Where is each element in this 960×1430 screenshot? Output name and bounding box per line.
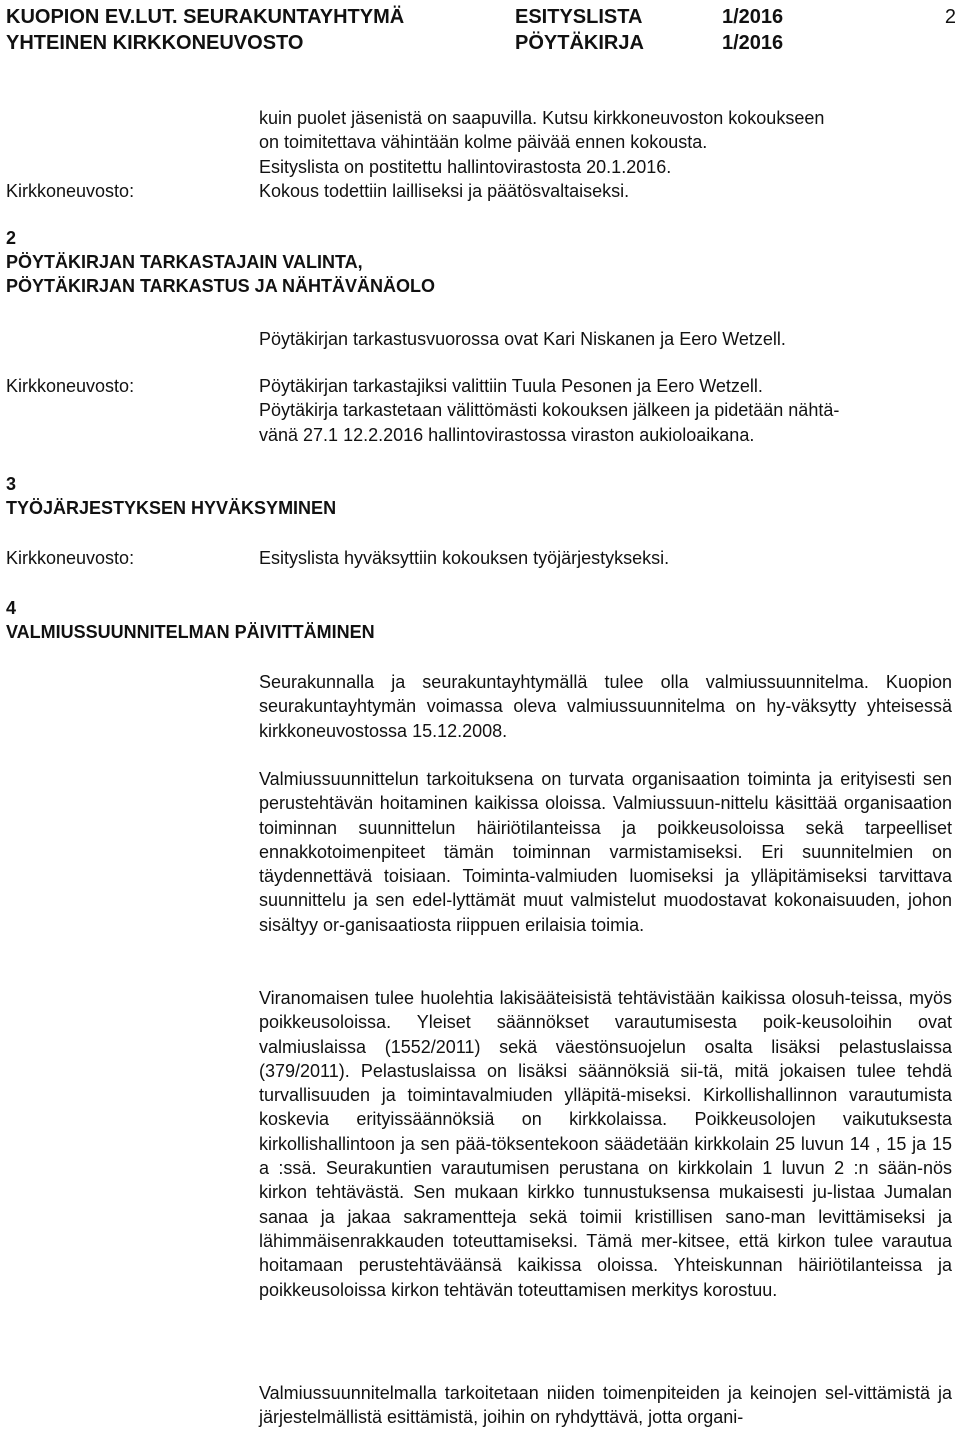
section-4-paragraph: Valmiussuunnitelmalla tarkoitetaan niiden toimenpiteiden ja keinojen sel-vittämistä ja järjestelmällistä esittämistä, joihin on ryhdyttävä, jotta organi- — [259, 1383, 952, 1428]
intro-line: kuin puolet jäsenistä on saapuvilla. Kutsu kirkkoneuvoston kokoukseen — [259, 108, 825, 128]
intro-decision: Kokous todettiin lailliseksi ja päätösvaltaiseksi. — [259, 180, 630, 201]
doc-type-agenda: ESITYSLISTA — [515, 6, 643, 28]
doc-number-agenda: 1/2016 — [722, 6, 784, 28]
section-4-heading — [6, 596, 375, 644]
decision-line: Pöytäkirja tarkastetaan välittömästi kokouksen jälkeen ja pidetään nähtä- — [259, 400, 840, 421]
body-name: YHTEINEN KIRKKONEUVOSTO — [6, 32, 304, 54]
section-4-paragraph: Valmiussuunnittelun tarkoituksena on turvata organisaation toiminta ja erityisesti sen perustehtävän hoitaminen kaikissa oloissa. Valmiussuun-nittelu käsittää organisaation toiminnan suunnittelun häiriötilanteissa ja poikkeusoloissa sekä tarpeelliset ennakkotoimenpiteet tämän toiminnan varmistamiseksi. Eri suunnitelmien on täydennettävä toisiaan. Toiminta-valmiuden luomiseksi ja ylläpitämiseksi tarvittava suunnittelu ja sen edel-lyttämät muut valmistelut muodostavat kokonaisuuden, johon sisältyy or-ganisaatiosta riippuen erilaisia toimia. — [259, 769, 952, 935]
section-3-label: Kirkkoneuvosto: — [6, 548, 135, 568]
doc-type-minutes: PÖYTÄKIRJA — [515, 32, 644, 54]
section-3-heading — [6, 472, 336, 520]
decision-line: vänä 27.1 12.2.2016 hallintovirastossa viraston aukioloaikana. — [259, 424, 755, 445]
intro-label: Kirkkoneuvosto: — [6, 181, 135, 201]
section-4-paragraph: Viranomaisen tulee huolehtia lakisääteisistä tehtävistään kaikissa olosuh-teissa, myös poikkeusoloissa. Yleiset säännökset varautumisesta poik-keusoloihin ovat valmiuslaissa (1552/2011) sekä väestönsuojelun osalta lisäksi pelastuslaissa (379/2011). Pelastuslaissa on lisäksi säännöksiä sii-tä, mitä jokaisen tulee tehdä turvallisuuden ja toimintavalmiuden ylläpitä-miseksi. Kirkollishallinnon varautumista koskevia erityissäännöksiä on kirkkolaissa. Poikkeusolojen vaikutuksesta kirkollishallintoon ja sen pää-töksentekoon säädetään kirkkolain 25 luvun 14 , 15 ja 15 a :ssä. Seurakuntien varautumisen perustana on kirkkolain 1 luvun 2 :n sään-nös kirkon tehtävästä. Sen mukaan kirkko tunnustuksensa mukaisesti ju-listaa Jumalan sanaa ja jakaa sakramentteja sekä toimii kristillisen sano-man levittämiseksi ja lähimmäisenrakkauden toteuttamiseksi. Tämä mer-kitsee, että kirkon tulee varautua hoitamaan perustehtäväänsä kaikissa oloissa. Yhteiskunnan häiriötilanteissa ja poikkeusoloissa kirkon tehtävän toteuttamisen merkitys korostuu. — [259, 988, 952, 1300]
intro-text — [259, 106, 952, 203]
page-number: 2 — [944, 6, 956, 28]
section-2-decision — [259, 374, 952, 447]
page-header — [6, 4, 956, 56]
section-number: 2 — [6, 228, 17, 248]
section-4-paragraph: Seurakunnalla ja seurakuntayhtymällä tulee olla valmiussuunnitelma. Kuopion seurakuntayhtymän voimassa oleva valmiussuunnitelma on hy-väksytty yhteisessä kirkkoneuvostossa 15.12.2008. — [259, 672, 952, 741]
decision-line: Pöytäkirjan tarkastajiksi valittiin Tuula Pesonen ja Eero Wetzell. — [259, 376, 763, 396]
section-2-proposal: Pöytäkirjan tarkastusvuorossa ovat Kari Niskanen ja Eero Wetzell. — [259, 329, 786, 349]
organization-name: KUOPION EV.LUT. SEURAKUNTAYHTYMÄ — [6, 6, 405, 28]
doc-number-minutes: 1/2016 — [722, 32, 784, 54]
section-title: TYÖJÄRJESTYKSEN HYVÄKSYMINEN — [6, 498, 337, 518]
section-number: 4 — [6, 598, 17, 618]
section-3-decision: Esityslista hyväksyttiin kokouksen työjärjestykseksi. — [259, 548, 670, 568]
section-2-label: Kirkkoneuvosto: — [6, 376, 135, 396]
section-title: PÖYTÄKIRJAN TARKASTAJAIN VALINTA, — [6, 252, 363, 272]
intro-line: on toimitettava vähintään kolme päivää ennen kokousta. — [259, 132, 708, 153]
section-number: 3 — [6, 474, 17, 494]
section-title: VALMIUSSUUNNITELMAN PÄIVITTÄMINEN — [6, 622, 375, 642]
section-title: PÖYTÄKIRJAN TARKASTUS JA NÄHTÄVÄNÄOLO — [6, 276, 436, 296]
section-2-heading — [6, 226, 435, 298]
intro-line: Esityslista on postitettu hallintovirastosta 20.1.2016. — [259, 156, 672, 177]
